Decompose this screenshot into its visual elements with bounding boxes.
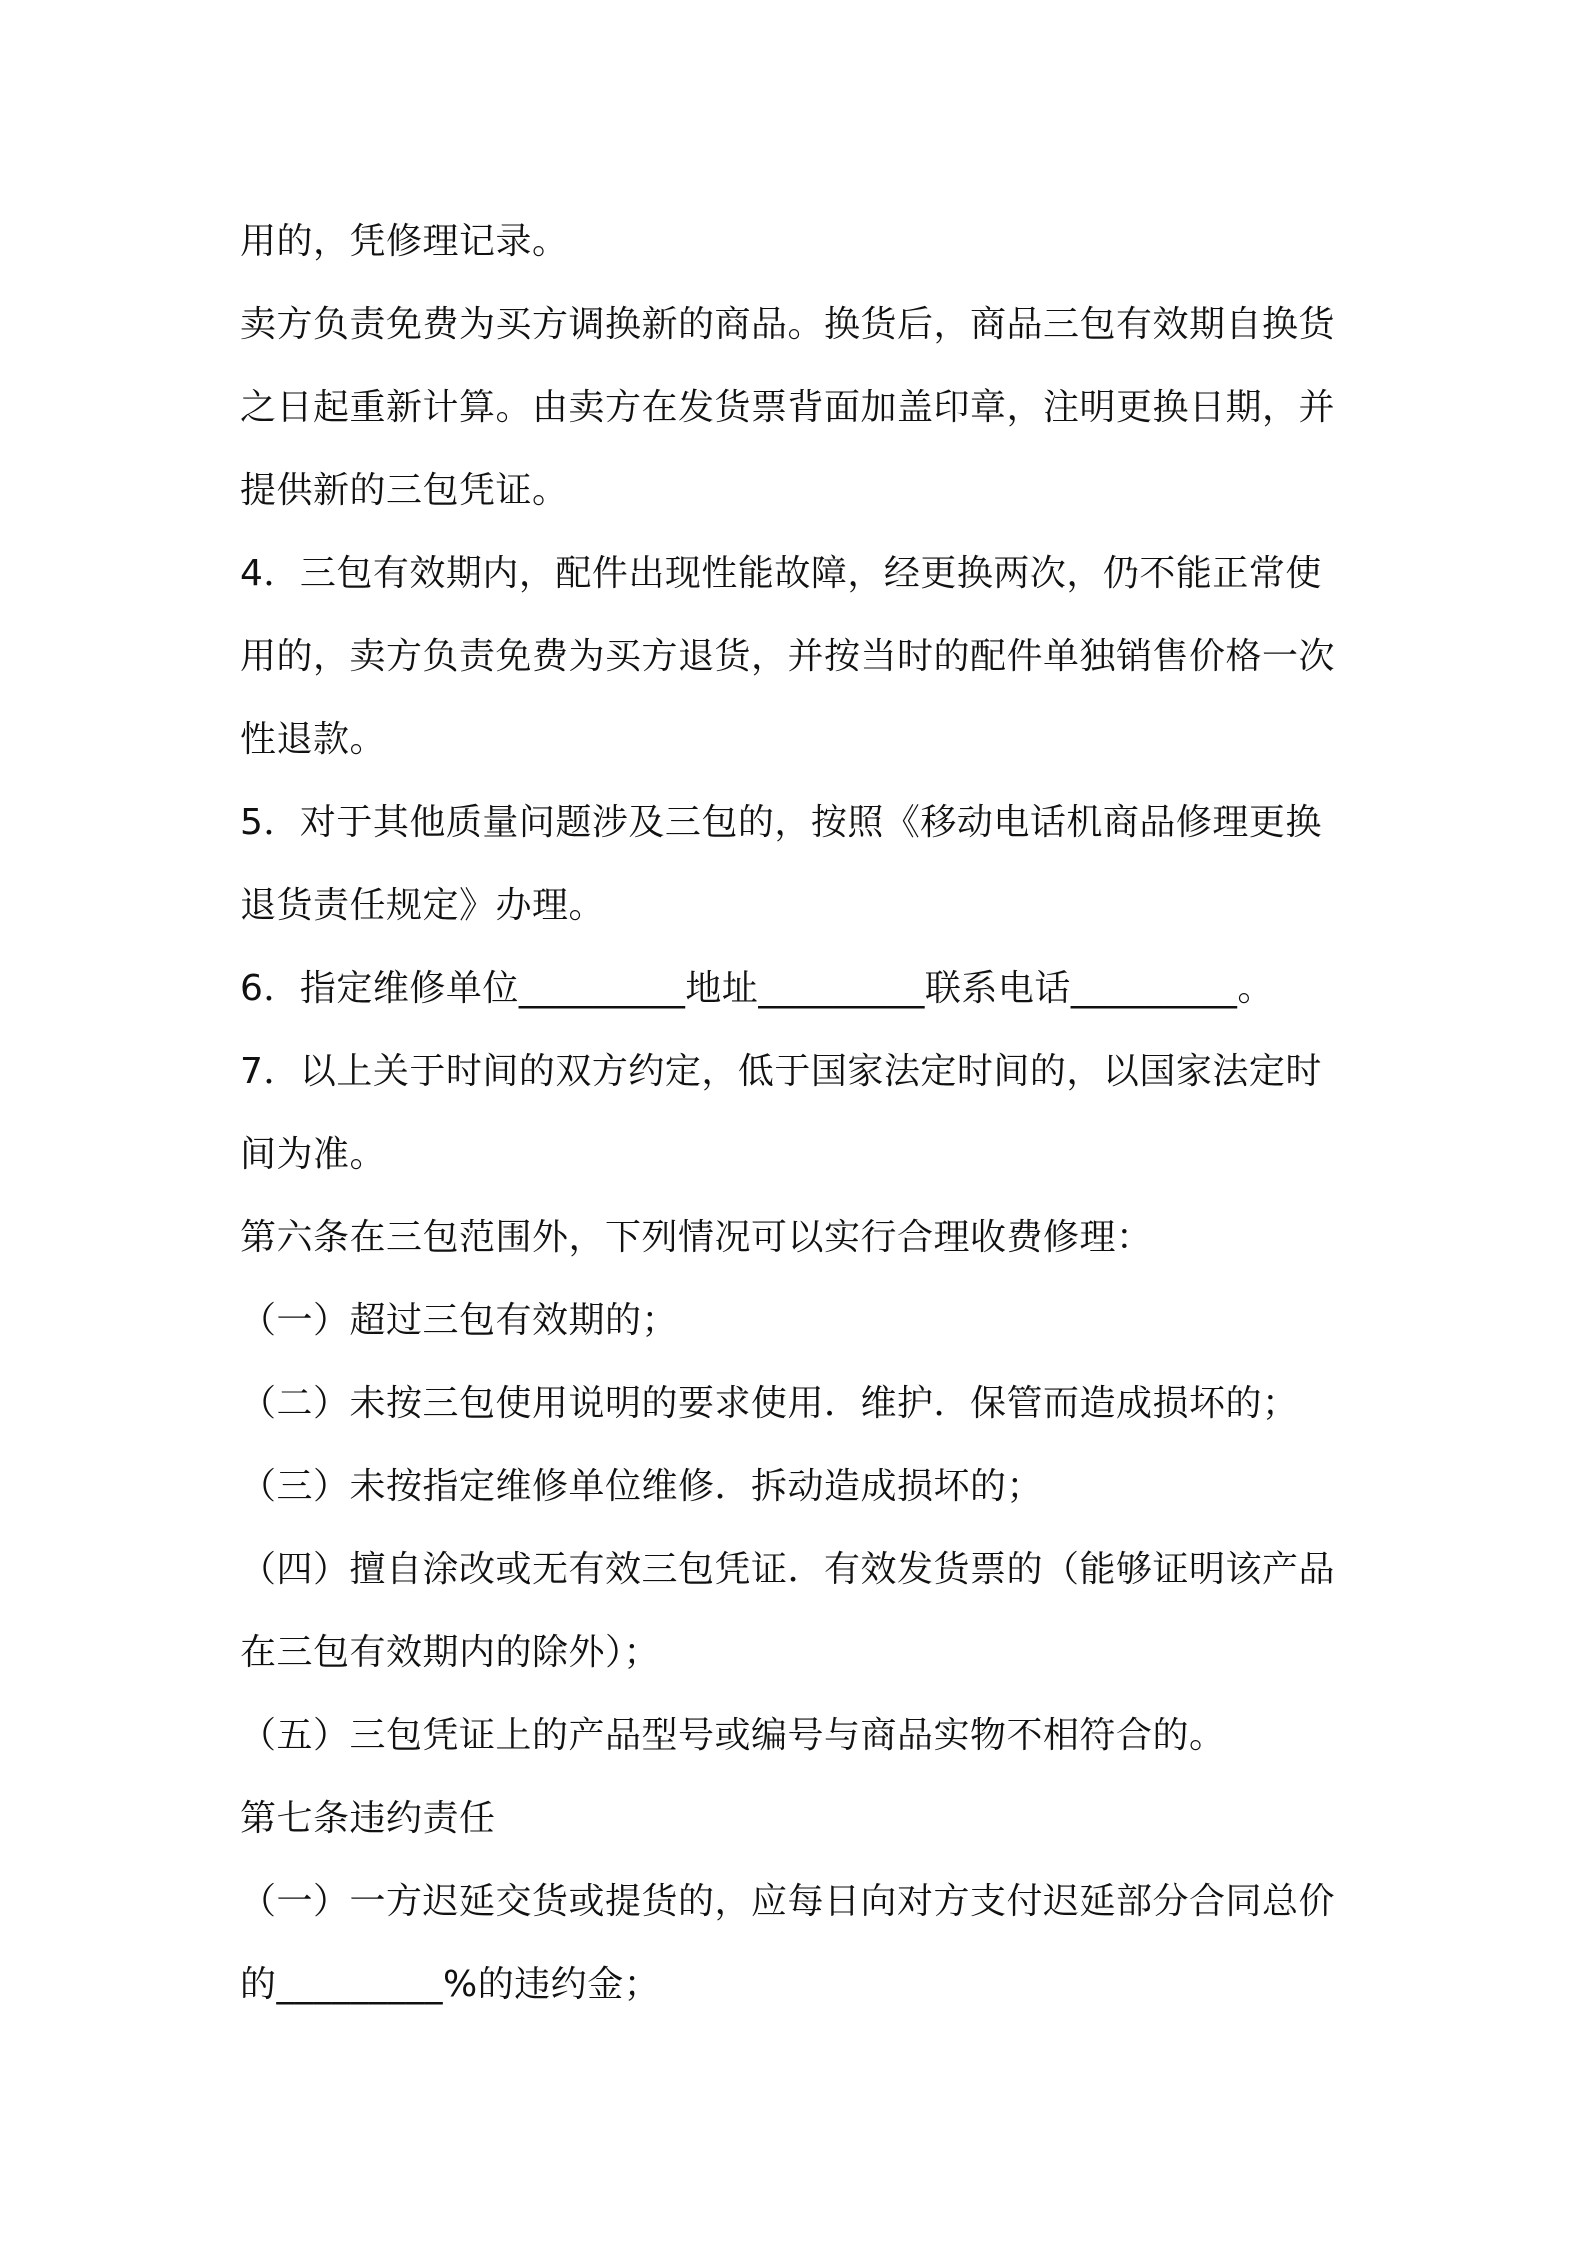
text-line: （五）三包凭证上的产品型号或编号与商品实物不相符合的。 <box>240 1715 1226 1756</box>
text-line: 第七条违约责任 <box>240 1798 496 1839</box>
text-line: 4．三包有效期内，配件出现性能故障，经更换两次，仍不能正常使 <box>240 553 1322 594</box>
text-line: 7．以上关于时间的双方约定，低于国家法定时间的，以国家法定时 <box>240 1051 1322 1092</box>
text-line: 之日起重新计算。由卖方在发货票背面加盖印章，注明更换日期，并 <box>240 387 1336 428</box>
text-line: 5．对于其他质量问题涉及三包的，按照《移动电话机商品修理更换 <box>240 802 1322 843</box>
text-line: 的_________%的违约金； <box>240 1964 661 2005</box>
text-line: 退货责任规定》办理。 <box>240 885 606 926</box>
text-line: 提供新的三包凭证。 <box>240 470 569 511</box>
text-line: 用的，卖方负责免费为买方退货，并按当时的配件单独销售价格一次 <box>240 636 1336 677</box>
text-line: 间为准。 <box>240 1134 387 1175</box>
text-line: （一）一方迟延交货或提货的，应每日向对方支付迟延部分合同总价 <box>240 1881 1336 1922</box>
text-line: 性退款。 <box>240 719 387 760</box>
text-line: 第六条在三包范围外，下列情况可以实行合理收费修理： <box>240 1217 1153 1258</box>
text-line: （四）擅自涂改或无有效三包凭证．有效发货票的（能够证明该产品 <box>240 1549 1336 1590</box>
text-line: 在三包有效期内的除外）； <box>240 1632 661 1673</box>
text-line: （一）超过三包有效期的； <box>240 1300 679 1341</box>
text-line: 6．指定维修单位_________地址_________联系电话_________。 <box>240 968 1274 1009</box>
document-body <box>240 200 1360 2026</box>
text-line: （三）未按指定维修单位维修．拆动造成损坏的； <box>240 1466 1044 1507</box>
text-line: （二）未按三包使用说明的要求使用．维护．保管而造成损坏的； <box>240 1383 1299 1424</box>
text-line: 卖方负责免费为买方调换新的商品。换货后，商品三包有效期自换货 <box>240 304 1336 345</box>
text-line: 用的，凭修理记录。 <box>240 221 569 262</box>
